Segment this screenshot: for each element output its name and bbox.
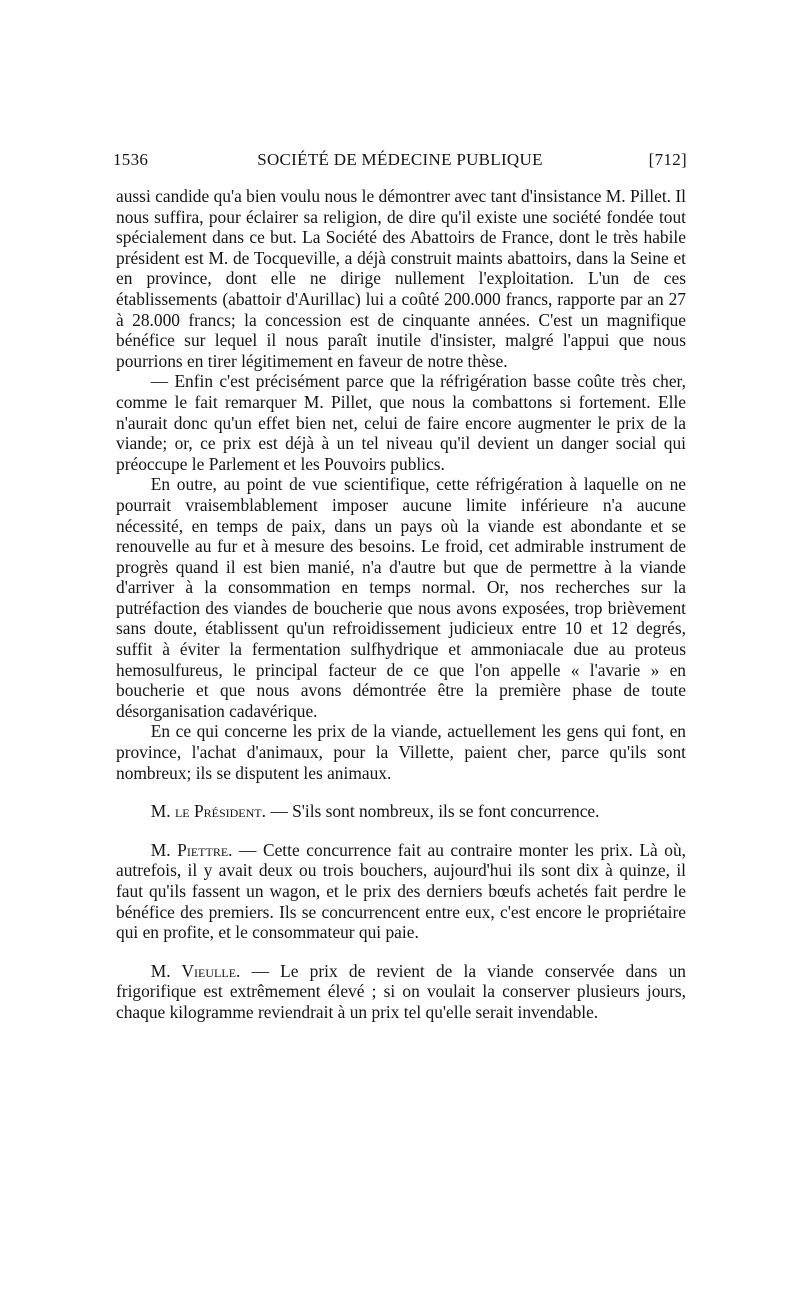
speech-text: — Cette concurrence fait au contraire monter les prix. Là où, autrefois, il y avait deux ou trois bouchers, aujourd'hui ils sont dix à quinze, il faut qu'ils fassent un wagon, et le prix des derniers bœufs achetés fait perdre le bénéfice des premiers. Ils se concurrencent entre eux, c'est encore le propriétaire qui en profite, et le consommateur qui paie. [116,839,686,943]
bracketed-page-number: [712] [648,150,687,169]
speaker-name: M. Piettre. [150,839,233,860]
paragraph-scientific-view: En outre, au point de vue scientifique, cette réfrigération à laquelle on ne pourrait vraisemblablement imposer aucune limite inférieure n'a aucune nécessité, en temps de paix, dans un pays où la viande est abondante et se renouvelle au fur et à mesure des besoins. Le froid, cet admirable instrument de progrès quand il est bien manié, n'a d'autre but que de permettre à la viande d'arriver à la consommation en temps normal. Or, nos recherches sur la putréfaction des viandes de boucherie que nous avons exposées, trop brièvement sans doute, établissent qu'un refroidissement judicieux entre 10 et 12 degrés, suffit à éviter la fermentation sulfhydrique et ammoniacale due au proteus hemosulfureus, le principal facteur de ce que l'on appelle « l'avarie » en boucherie et que nous avons démontrée être la première phase de toute désorganisation cadavérique. [116,474,686,721]
speech-text: — Le prix de revient de la viande conservée dans un frigorifique est extrêmement élevé ; si on voulait la conserver plusieurs jours, chaque kilogramme reviendrait à un prix tel qu'elle serait invendable. [116,960,687,1022]
paragraph-meat-prices: En ce qui concerne les prix de la viande, actuellement les gens qui font, en province, l'achat d'animaux, pour la Villette, paient cher, parce qu'ils sont nombreux; ils se disputent les animaux. [116,721,686,783]
paragraph-refrigeration-cost: — Enfin c'est précisément parce que la réfrigération basse coûte très cher, comme le fait remarquer M. Pillet, que nous la combattons si fortement. Elle n'aurait donc qu'un effet bien net, celui de faire encore augmenter le prix de la viande; or, ce prix est déjà à un tel niveau qu'il devient un danger social qui préoccupe le Parlement et les Pouvoirs publics. [116,371,686,474]
page-number: 1536 [113,150,149,169]
body-text [116,186,686,1023]
paragraph-continuation: aussi candide qu'a bien voulu nous le démontrer avec tant d'insistance M. Pillet. Il nous suffira, pour éclairer sa religion, de dire qu'il existe une société fondée tout spécialement dans ce but. La Société des Abattoirs de France, dont le très habile président est M. de Tocqueville, a déjà construit maints abattoirs, dans la Seine et en province, dont elle ne dirige nullement l'exploitation. L'un de ces établissements (abattoir d'Aurillac) lui a coûté 200.000 francs, rapporte par an 27 à 28.000 francs; la concession est de cinquante années. C'est un magnifique bénéfice sur lequel il nous paraît inutile d'insister, malgré l'appui que nous pourrions en tirer légitimement en faveur de notre thèse. [116,186,686,371]
speech-text: — S'ils sont nombreux, ils se font concurrence. [265,801,600,822]
speaker-name: M. Vieulle. [150,960,241,981]
speaker-name: M. le Président. [150,801,266,822]
running-title: SOCIÉTÉ DE MÉDECINE PUBLIQUE [257,150,543,169]
speech-president [116,801,686,822]
running-head [113,150,687,174]
speech-piettre [116,840,686,943]
speech-vieulle [116,961,686,1023]
